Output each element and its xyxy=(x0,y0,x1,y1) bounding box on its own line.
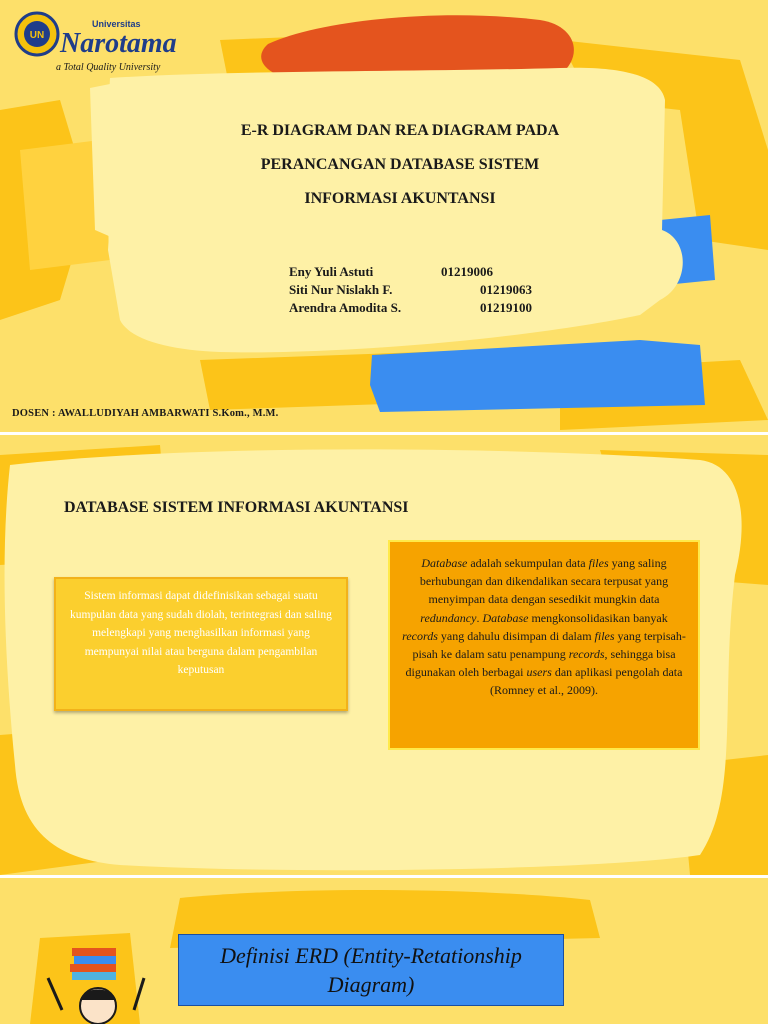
text-span: adalah sekumpulan data xyxy=(467,556,589,570)
text-span: redundancy xyxy=(420,610,477,625)
title-line-2: PERANCANGAN DATABASE SISTEM xyxy=(260,156,540,173)
title-line-3: INFORMASI AKUNTANSI xyxy=(304,190,496,207)
student-name: Arendra Amodita S. xyxy=(289,300,402,315)
text-span: files xyxy=(594,628,615,643)
text-span: dan aplikasi pengolah data (Romney et al., 2009). xyxy=(490,665,683,698)
text-span: files xyxy=(588,556,609,570)
definition-box: Sistem informasi dapat didefinisikan sebagai suatu kumpulan data yang sudah diolah, terintegrasi dan saling melengkapi yang menghasilkan informasi yang mempunyai nilai atau berguna dalam pengambilan keputusan xyxy=(54,577,348,711)
text-span: records xyxy=(568,647,605,662)
text-span: Database xyxy=(482,610,529,625)
student-name: Eny Yuli Astuti xyxy=(289,264,374,279)
text-span: yang terpisah-pisah ke dalam satu penampung xyxy=(412,628,686,662)
slide2-title: DATABASE SISTEM INFORMASI AKUNTANSI xyxy=(64,499,409,516)
student-id: 01219063 xyxy=(480,282,532,297)
text-span: . xyxy=(476,610,483,625)
svg-text:UN: UN xyxy=(29,30,45,41)
student-name: Siti Nur Nislakh F. xyxy=(289,282,393,297)
student-id: 01219006 xyxy=(441,264,493,279)
logo-name-text: Narotama xyxy=(60,28,177,59)
logo-small-text: Universitas xyxy=(92,19,141,29)
text-span: yang saling berhubungan dan dikendalikan secara terpusat yang menyimpan data dengan sesedikit mungkin data xyxy=(419,556,669,607)
logo-tagline-text: a Total Quality University xyxy=(56,62,161,73)
erd-title-line-1: Definisi ERD (Entity-Retationship xyxy=(220,943,522,968)
title-line-1: E-R DIAGRAM DAN REA DIAGRAM PADA xyxy=(240,122,560,139)
erd-title-box xyxy=(178,934,564,1006)
text-span: yang dahulu disimpan di dalam xyxy=(437,628,595,643)
text-span: users xyxy=(526,665,552,680)
lecturer-label: DOSEN : AWALLUDIYAH AMBARWATI S.Kom., M.M. xyxy=(12,408,279,419)
title-slide xyxy=(0,0,768,432)
books-character-illustration xyxy=(40,938,160,1024)
text-span: Database xyxy=(421,556,468,570)
erd-title-line-2: Diagram) xyxy=(327,972,415,997)
text-span: mengkonsolidasikan banyak xyxy=(528,610,668,625)
university-logo-icon xyxy=(12,10,202,76)
text-span: records xyxy=(402,628,438,643)
student-id: 01219100 xyxy=(480,300,532,315)
database-definition-box xyxy=(388,540,700,750)
text-span: , sehingga bisa digunakan oleh berbagai xyxy=(405,647,676,680)
